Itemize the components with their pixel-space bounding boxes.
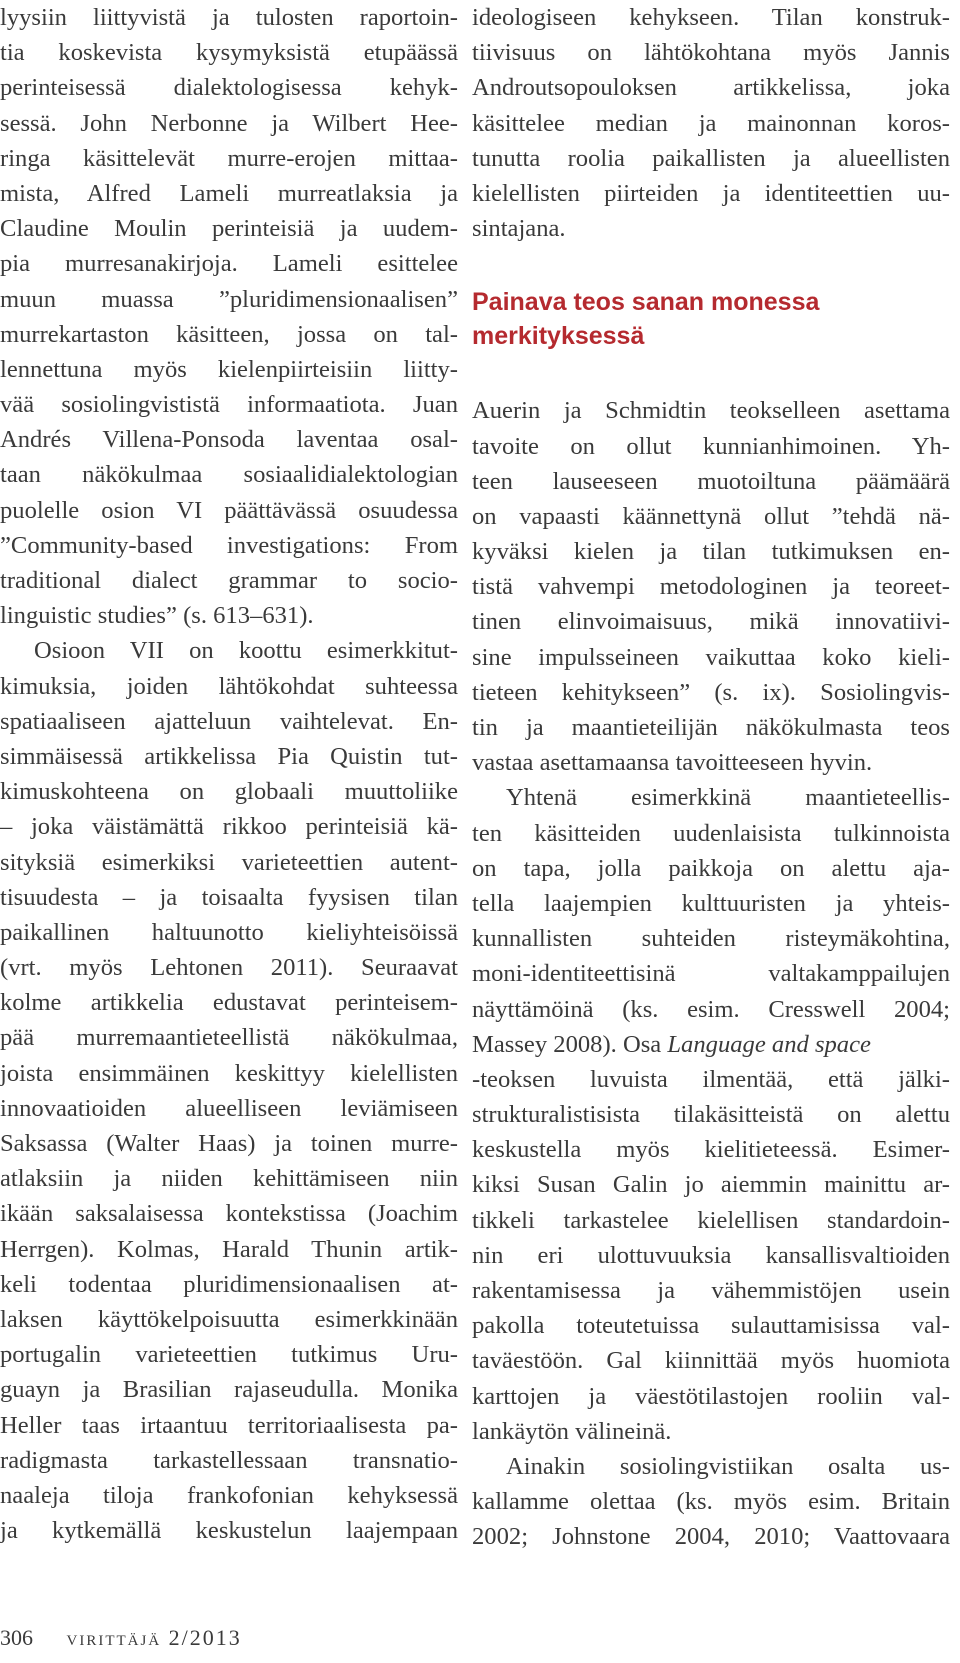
page-number: 306 — [0, 1625, 33, 1650]
text-line: tia koskevista kysymyksistä etupäässä — [0, 39, 458, 67]
text-line: tunutta roolia paikallisten ja alueellisten — [472, 144, 950, 172]
text-line: – joka väistämättä rikkoo perinteisiä kä- — [0, 813, 458, 841]
text-line: joista ensimmäinen keskittyy kielellisten — [0, 1059, 458, 1087]
text-line: Claudine Moulin perinteisiä ja uudem- — [0, 215, 458, 243]
text-line: pakolla toteutetuissa sulauttamisissa val- — [472, 1312, 950, 1340]
text-line: kolme artikkelia edustavat perinteisem- — [0, 989, 458, 1017]
text-line: keli todentaa pluridimensionaalisen at- — [0, 1270, 458, 1298]
text-line — [472, 1027, 950, 1062]
text-line: kimuskohteena on globaali muuttoliike — [0, 778, 458, 806]
text-line: mista, Alfred Lameli murreatlaksia ja — [0, 179, 458, 207]
text-line: atlaksiin ja niiden kehittämiseen niin — [0, 1165, 458, 1193]
heading-line: merkityksessä — [472, 322, 645, 351]
text-line: ringa käsittelevät murre-erojen mittaa- — [0, 144, 458, 172]
text-line: Yhtenä esimerkkinä maantieteellis- — [506, 784, 950, 812]
text-line: pää murremaantieteellistä näkökulmaa, — [0, 1024, 458, 1052]
text-line: on tapa, jolla paikkoja on alettu aja- — [472, 854, 950, 882]
text-line: laksen käyttökelpoisuutta esimerkkinään — [0, 1305, 458, 1333]
text-line: sine impulsseineen vaikuttaa koko kieli- — [472, 643, 950, 671]
text-line: kimuksia, joiden lähtökohdat suhteessa — [0, 672, 458, 700]
text-line: tinen elinvoimaisuus, mikä innovatiivi- — [472, 608, 950, 636]
text-line: tisuudesta – ja toisaalta fyysisen tilan — [0, 883, 458, 911]
text-line: tella laajempien kulttuuristen ja yhteis- — [472, 889, 950, 917]
book-title: Language and space — [667, 1030, 871, 1058]
text-line: Heller taas irtaantuu territoriaalisesta pa- — [0, 1411, 458, 1439]
text-line: kunnallisten suhteiden risteymäkohtina, — [472, 925, 950, 953]
heading-line: Painava teos sanan monessa — [472, 288, 820, 317]
text-line: 2002; Johnstone 2004, 2010; Vaattovaara — [472, 1523, 950, 1551]
text-line: Ainakin sosiolingvistiikan osalta us- — [506, 1452, 950, 1480]
text-line: pia murresanakirjoja. Lameli esittelee — [0, 250, 458, 278]
text-line: tieteen kehitykseen” (s. ix). Sosiolingvis- — [472, 678, 950, 706]
text-line: Andrés Villena-Ponsoda laventaa osal- — [0, 426, 458, 454]
text-line: ikään saksalaisessa kontekstissa (Joachim — [0, 1200, 458, 1228]
text-line: puolelle osion VI päättävässä osuudessa — [0, 496, 458, 524]
text-line: tavoite on ollut kunnianhimoinen. Yh- — [472, 432, 950, 460]
text-line: simmäisessä artikkelissa Pia Quistin tut- — [0, 742, 458, 770]
text-line: taan näkökulmaa sosiaalidialektologian — [0, 461, 458, 489]
text-line: näyttämöinä (ks. esim. Cresswell 2004; — [472, 995, 950, 1023]
left-paragraph-1 — [0, 0, 458, 633]
text-line: innovaatioiden alueelliseen leviämiseen — [0, 1094, 458, 1122]
text-line: murrekartaston käsitteen, jossa on tal- — [0, 320, 458, 348]
text-line: tikkeli tarkastelee kielellisen standardoin- — [472, 1206, 950, 1234]
text-line: tiivisuus on lähtökohtana myös Jannis — [472, 39, 950, 67]
text-line: kallamme olettaa (ks. myös esim. Britain — [472, 1488, 950, 1516]
text-line: tistä vahvempi metodologinen ja teoreet- — [472, 573, 950, 601]
text-line: keskustella myös kielitieteessä. Esimer- — [472, 1136, 950, 1164]
text-line: spatiaaliseen ajatteluun vaihtelevat. En- — [0, 707, 458, 735]
text-line: kielellisten piirteiden ja identiteettien uu- — [472, 179, 950, 207]
text-line: guayn ja Brasilian rajaseudulla. Monika — [0, 1376, 458, 1404]
text-line: ideologiseen kehykseen. Tilan konstruk- — [472, 4, 950, 31]
text-line: sityksiä esimerkiksi varieteettien autent- — [0, 848, 458, 876]
text-line: karttojen ja väestötilastojen rooliin val- — [472, 1382, 950, 1410]
page-footer — [0, 1625, 242, 1651]
text-line: ”Community-based investigations: From — [0, 531, 458, 559]
text-line: moni-identiteettisinä valtakamppailujen — [472, 960, 950, 988]
text-line: lyysiin liittyvistä ja tulosten raportoin- — [0, 4, 458, 31]
text-line: teen lauseeseen muotoiltuna päämäärä — [472, 467, 950, 495]
right-column — [472, 0, 950, 1555]
text-line: -teoksen luvuista ilmentää, että jälki- — [472, 1065, 950, 1093]
text-line: linguistic studies” (s. 613–631). — [0, 602, 314, 630]
spacer — [472, 353, 950, 393]
journal-issue: virittäjä 2/2013 — [66, 1625, 242, 1650]
text-line: ja kytkemällä keskustelun laajempaan — [0, 1517, 458, 1545]
left-column — [0, 0, 458, 1548]
spacer — [472, 246, 950, 285]
text-line: käsittelee median ja mainonnan koros- — [472, 109, 950, 137]
text-line: kiksi Susan Galin jo aiemmin mainittu ar- — [472, 1171, 950, 1199]
right-paragraph-4 — [472, 1449, 950, 1555]
section-heading — [472, 285, 950, 353]
text-line: Herrgen). Kolmas, Harald Thunin artik- — [0, 1235, 458, 1263]
text-line: Auerin ja Schmidtin teokselleen asettama — [472, 397, 950, 425]
text-line: sintajana. — [472, 215, 566, 243]
right-paragraph-1 — [472, 0, 950, 246]
text-line: taväestöön. Gal kiinnittää myös huomiota — [472, 1347, 950, 1375]
text-line: tin ja maantieteilijän näkökulmasta teos — [472, 714, 950, 741]
text-line: rakentamisessa ja vähemmistöjen usein — [472, 1277, 950, 1304]
text-line: Androutsopouloksen artikkelissa, joka — [472, 74, 950, 102]
text-line: paikallinen haltuunotto kieliyhteisöissä — [0, 918, 458, 946]
text-line: strukturalistisista tilakäsitteistä on alettu — [472, 1101, 950, 1129]
text-line: vastaa asettamaansa tavoitteeseen hyvin. — [472, 749, 873, 777]
text-line: sessä. John Nerbonne ja Wilbert Hee- — [0, 109, 458, 137]
text-line: radigmasta tarkastellessaan transnatio- — [0, 1446, 458, 1474]
text-line: lankäytön välineinä. — [472, 1417, 672, 1445]
text-line: Saksassa (Walter Haas) ja toinen murre- — [0, 1130, 458, 1157]
text-line: perinteisessä dialektologisessa kehyk- — [0, 74, 458, 102]
text-line: (vrt. myös Lehtonen 2011). Seuraavat — [0, 954, 458, 982]
text-line: muun muassa ”pluridimensionaalisen” — [0, 285, 458, 313]
text-line: lennettuna myös kielenpiirteisiin liitty- — [0, 355, 458, 383]
text-run: Massey 2008). Osa — [472, 1030, 662, 1058]
text-line: kyväksi kielen ja tilan tutkimuksen en- — [472, 538, 950, 566]
text-line: on vapaasti käännettynä ollut ”tehdä nä- — [472, 502, 950, 530]
left-paragraph-2 — [0, 633, 458, 1548]
text-line: ten käsitteiden uudenlaisista tulkinnoista — [472, 819, 950, 847]
text-line: naaleja tiloja frankofonian kehyksessä — [0, 1481, 458, 1509]
right-paragraph-3 — [472, 780, 950, 1449]
text-line: Osioon VII on koottu esimerkkitut- — [34, 637, 458, 665]
text-line: traditional dialect grammar to socio- — [0, 567, 458, 594]
right-paragraph-2 — [472, 393, 950, 780]
text-line: portugalin varieteettien tutkimus Uru- — [0, 1341, 458, 1369]
text-line: vää sosiolingvististä informaatiota. Juan — [0, 391, 458, 419]
text-line: nin eri ulottuvuuksia kansallisvaltioiden — [472, 1241, 950, 1269]
